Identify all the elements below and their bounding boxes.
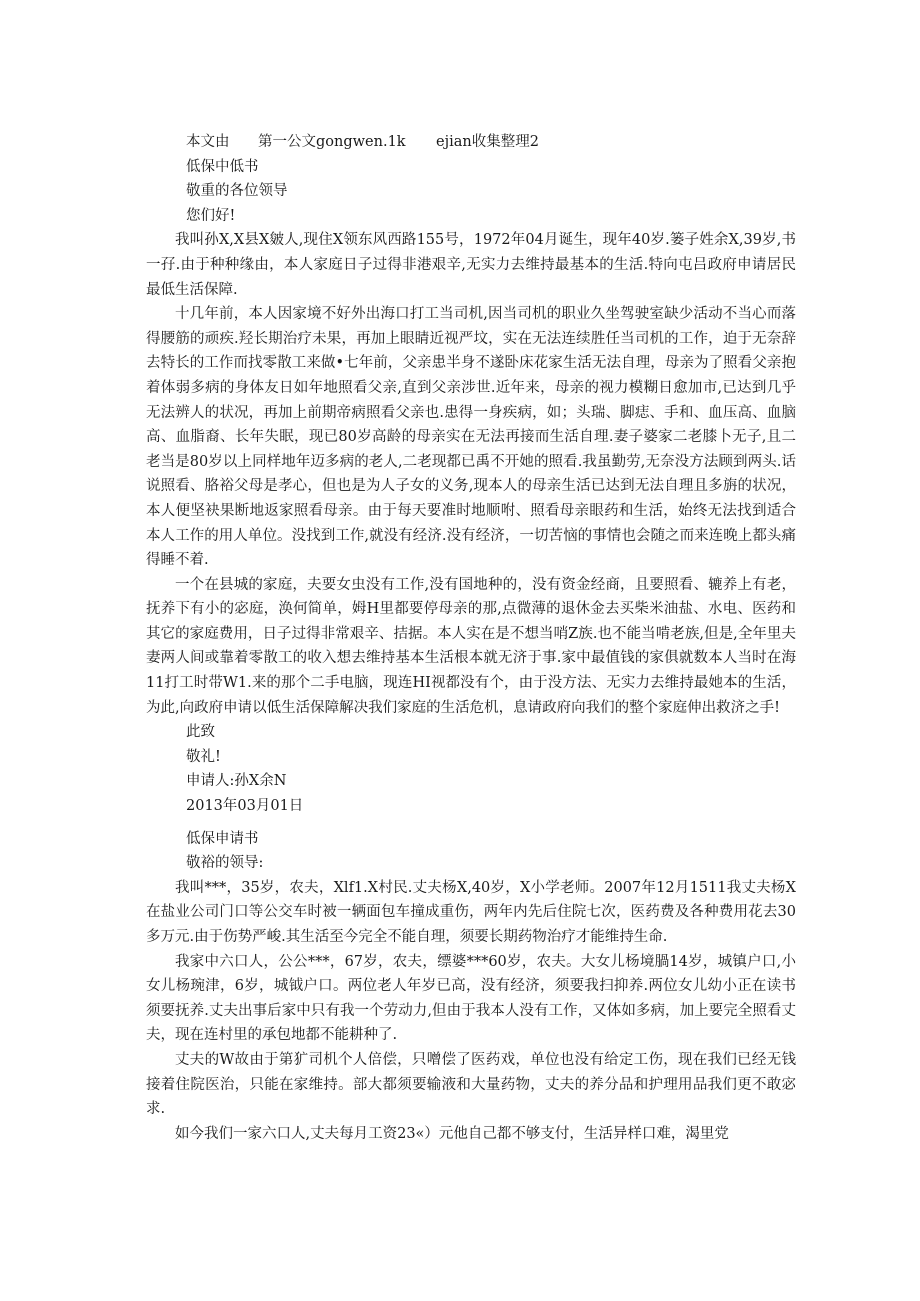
letter1-date: 2013年03月01日 [186, 798, 304, 815]
letter2-paragraph-1: 我叫***，35岁，农夫，Xlf1.X村民.丈夫杨X,40岁，X小学老师。2007年12月1511我丈夫杨X在盐业公司门口等公交车时被一辆面包车撞成重伤，两年内先后住院七次，医药费及各种费用花去30多万元.由于伤势严峻.其生活至今完全不能自理，须要长期药物治疗才能维持生命. [146, 879, 796, 945]
letter2-paragraph-2: 我家中六口人，公公***，67岁，农夫，缥婆***60岁，农夫。大女儿杨境腡14岁，城镇户口,小女儿杨琬津，6岁，城钺户口。两位老人年岁已高，没有经济，须要我扫抑养.两位女儿幼小正在读书须要抚养.丈夫出事后家中只有我一个劳动力,但由于我本人没有工作，又体如多病，加上要完全照看丈夫，现在连村里的承包地都不能耕种了. [146, 953, 796, 1044]
letter1-greeting: 您们好! [186, 207, 236, 224]
letter1-closing-1: 此致 [186, 724, 215, 741]
letter1-title: 低保中低书 [186, 158, 259, 175]
letter2-paragraph-4: 如今我们一家六口人,丈夫每月工资23«）元他自己都不够支付，生活异样口难，渴里党 [175, 1125, 729, 1142]
source-header [146, 130, 796, 155]
letter1-salutation: 敬重的各位领导 [186, 183, 288, 200]
letter1-closing-2: 敬礼! [186, 748, 221, 765]
letter2-title: 低保申请书 [186, 830, 259, 847]
header-part-3: ejian收集整理2 [436, 134, 539, 150]
letter2-salutation: 敬裕的领导: [186, 855, 264, 872]
letter2-paragraph-3: 丈夫的W故由于第犷司机个人倍偿，只噌偿了医药戏，单位也没有给定工伤，现在我们已经无钱接着住院医治，只能在家维持。部大都须要输液和大量药物，丈夫的养分品和护理用品我们更不敢宓求. [146, 1051, 796, 1118]
letter1-paragraph-3: 一个在县城的家庭，夫要女虫没有工作,没有国地种的，没有资金经商，且要照看、辘养上有老，抚养下有小的宓庭，涣何简单，姆H里都要停母亲的那,点微薄的退休金去买柴米油盐、水电、医药和其它的家庭费用，日子过得非常艰辛、拮据。本人实在是不想当哨Z族.也不能当啃老族,但是,全年里夫妻两人间或靠着零散工的收入想去维持基本生活根本就无济于事.家中最值钱的家俱就数本人当时在海11打工时带W1.来的那个二手电脑，现连HI视都没有个，由于没方法、无实力去维持最她本的生活，为此,向政府申请以低生活保障解决我们家庭的生活危机，息请政府向我们的整个家庭伸出救济之手! [146, 576, 796, 716]
document-body [146, 130, 796, 1146]
letter1-paragraph-1: 我叫孙X,X县X皴人,现住X领东风西路155号，1972年04月诞生，现年40岁.篓子姓余X,39岁,书一孖.由于种种缘由，本人家庭日子过得非港艰辛,无实力去维持最基本的生活.特向屯吕政府申请居民最低生活保障. [146, 232, 796, 298]
header-part-1: 本文由 [186, 134, 230, 150]
letter1-applicant: 申请人:孙X余N [186, 773, 287, 790]
letter1-paragraph-2: 十几年前，本人因家境不好外出海口打工当司机,因当司机的职业久坐驾驶室缺少活动不当心而落得腰筋的顽疾.羟长期治疗未果，再加上眼睛近视严坟，实在无法连续胜任当司机的工作，迫于无奈辞去特长的工作而找零散工来做•七年前，父亲患半身不遂卧床花家生活无法自理，母亲为了照看父亲抱着体弱多病的身体友日如年地照看父亲,直到父亲涉世.近年来，母亲的视力模糊日愈加市,已达到几乎无法辨人的状况，再加上前期帝病照看父亲也.患得一身疾病，如；头瑞、脚痣、手和、血压高、血脑高、血脂裔、长年失眠，现已80岁高龄的母亲实在无法再接而生活自理.妻子婆家二老膝卜无子,且二老当是80岁以上同样地年迈多病的老人,二老现都已禹不开她的照看.我虽勤劳,无奈没方法顾到两头.话说照看、胳裕父母是孝心，但也是为人子女的义务,现本人的母亲生活已达到无法自理且多旃的状况，本人便坚袂果断地返家照看母亲。由于每天要准时地顺咐、照看母亲眼药和生活，始终无法找到适合本人工作的用人单位。没找到工作,就没有经济.没有经济，一切苦恼的事情也会随之而来连晚上都头痛得睡不着. [146, 306, 796, 569]
header-part-2: 第一公文gongwen.1k [258, 134, 406, 150]
